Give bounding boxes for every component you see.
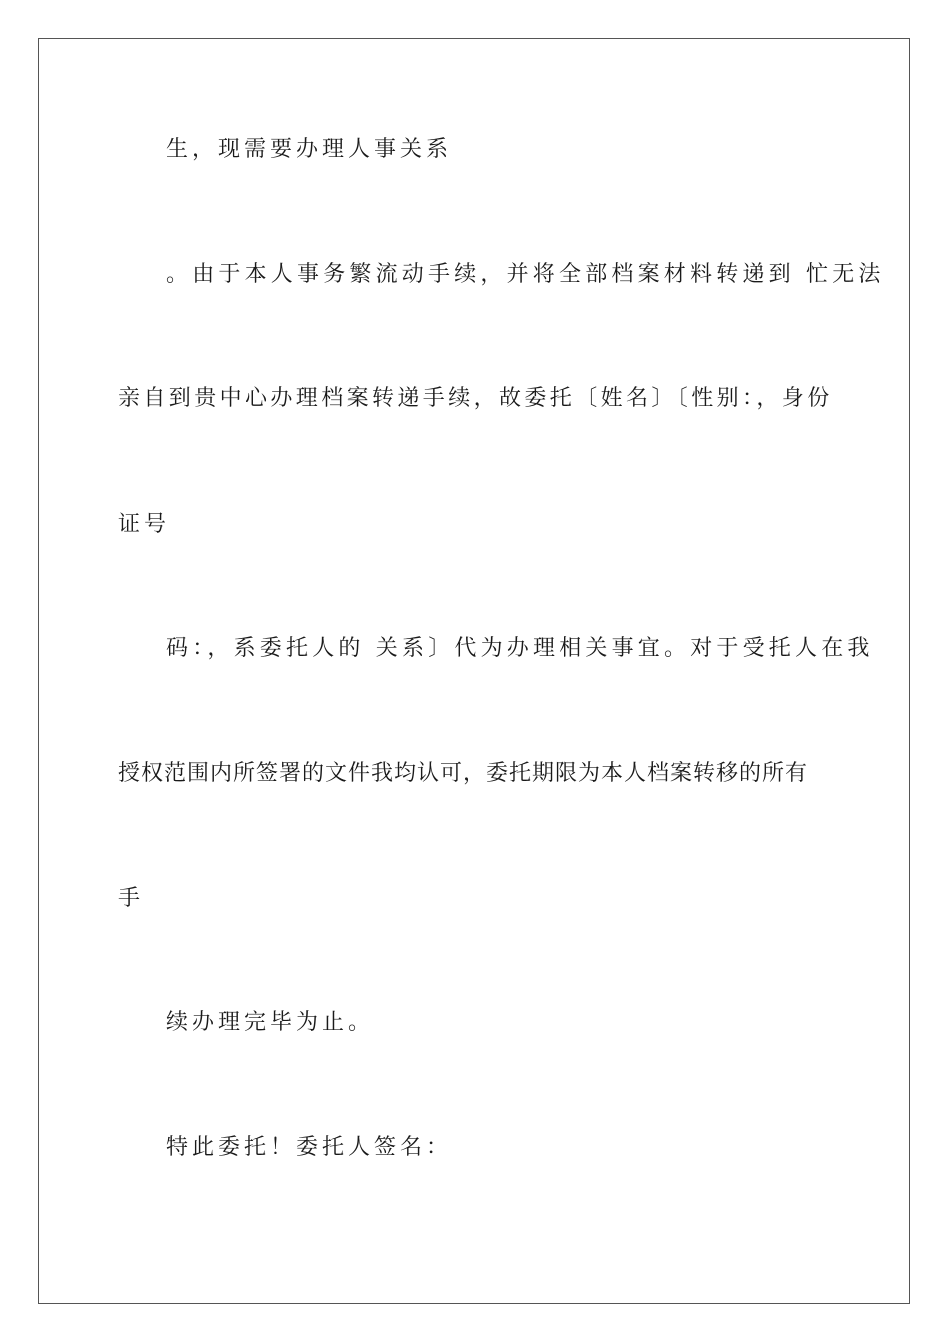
paragraph-line-7: 手 [118,886,145,911]
paragraph-line-3: 亲自到贵中心办理档案转递手续，故委托〔姓名〕〔性别：，身份 [118,386,833,411]
paragraph-line-2: 。由于本人事务繁流动手续，并将全部档案材料转递到 忙无法 [166,262,885,287]
paragraph-line-1: 生，现需要办理人事关系 [166,137,453,162]
paragraph-line-8: 续办理完毕为止。 [166,1010,375,1035]
paragraph-line-4: 证号 [118,512,171,537]
signature-line: 特此委托！委托人签名： [166,1135,453,1160]
page-border [38,38,910,1304]
paragraph-line-6: 授权范围内所签署的文件我均认可，委托期限为本人档案转移的所有 [118,761,809,786]
paragraph-line-5: 码：，系委托人的 关系〕代为办理相关事宜。对于受托人在我 [166,636,874,661]
